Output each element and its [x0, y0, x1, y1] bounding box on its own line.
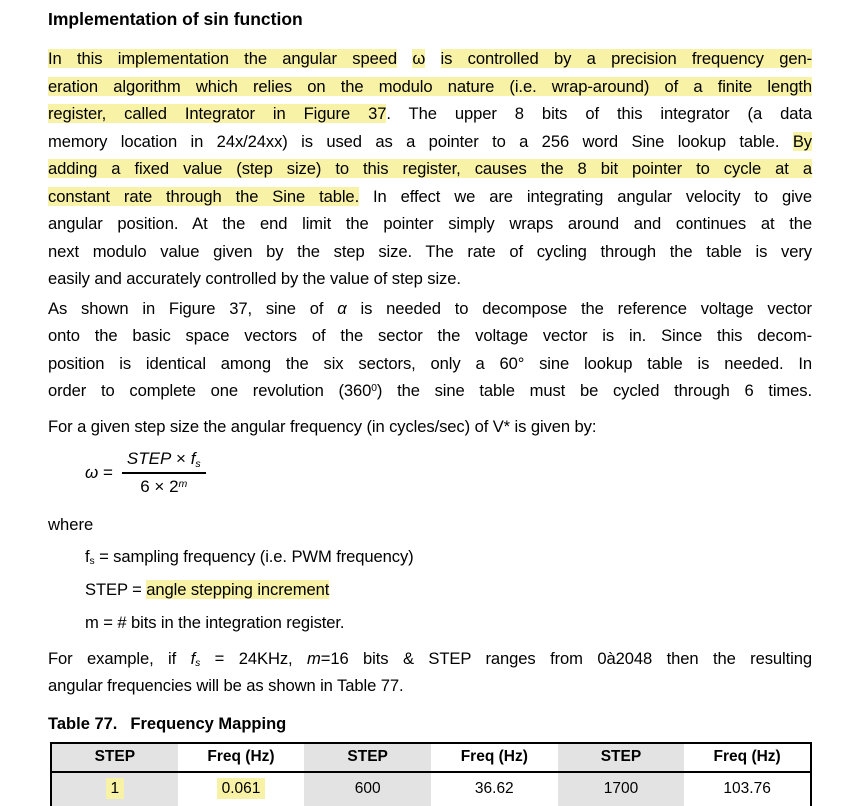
- text-segment: As shown in Figure 37, sine of: [48, 298, 338, 318]
- text-line: [48, 100, 812, 128]
- frequency-mapping-table: [50, 742, 812, 806]
- text-line: [48, 45, 812, 73]
- text-line: [48, 413, 812, 441]
- formula-angular-frequency: [85, 444, 812, 502]
- highlighted-text: constant rate through the Sine table.: [48, 186, 360, 206]
- text-line: [85, 579, 812, 600]
- table-caption-label: Table 77.: [48, 714, 118, 733]
- text-segment: f: [85, 546, 90, 566]
- table-cell: 36.62: [474, 780, 514, 797]
- highlighted-text: eration algorithm which relies on the modulo nature (i.e. wrap-around) of a finite length: [48, 76, 812, 96]
- text-segment: [425, 49, 440, 68]
- text-segment: =16 bits & STEP ranges from 0à2048 then the resulting: [320, 648, 813, 668]
- text-segment: In effect we are integrating angular velocity to give: [359, 186, 812, 206]
- table-header-cell: STEP: [558, 743, 685, 772]
- text-segment: ×: [171, 449, 191, 468]
- text-segment: easily and accurately controlled by the value of step size.: [48, 269, 461, 288]
- where-label: where: [48, 515, 94, 534]
- text-segment: STEP =: [85, 579, 147, 599]
- text-segment: angular frequencies will be as shown in Table 77.: [48, 676, 404, 695]
- text-segment: ) the sine table must be cycled through 6 times.: [376, 381, 812, 400]
- text-segment: m: [178, 477, 188, 490]
- text-line: [48, 377, 812, 405]
- text-line: [48, 155, 812, 183]
- text-segment: For a given step size the angular frequency (in cycles/sec) of V* is given by:: [48, 416, 597, 436]
- paragraph-implementation: [48, 45, 812, 293]
- text-line: [85, 546, 812, 567]
- table-header-cell: Freq (Hz): [431, 743, 558, 772]
- text-segment: m = # bits in the integration register.: [85, 612, 345, 632]
- highlighted-text: In this implementation the angular speed: [48, 49, 397, 68]
- table-cell: 600: [304, 772, 431, 806]
- highlighted-text: By: [792, 131, 812, 151]
- highlighted-text: 1: [106, 778, 125, 799]
- text-line: [85, 612, 812, 633]
- highlighted-text: angle stepping increment: [146, 579, 330, 599]
- paragraph-figure37: [48, 295, 812, 405]
- text-segment: =: [98, 463, 113, 482]
- text-segment: is needed to decompose the reference voltage vector: [346, 298, 812, 318]
- table-header-row: [51, 743, 811, 772]
- section-heading: Implementation of sin function: [48, 9, 303, 29]
- text-line: [48, 322, 812, 350]
- table-header-cell: STEP: [51, 743, 178, 772]
- text-segment: next modulo value given by the step size. The rate of cycling through the table is very: [48, 241, 812, 261]
- text-line: [48, 350, 812, 378]
- highlighted-text: ω: [412, 49, 426, 68]
- text-line: [48, 183, 812, 211]
- table-header-cell: Freq (Hz): [178, 743, 305, 772]
- highlighted-text: is controlled by a precision frequency gen-: [440, 49, 813, 68]
- text-segment: s: [89, 556, 95, 568]
- text-segment: order to complete one revolution (360: [48, 381, 372, 400]
- text-segment: For example, if: [48, 648, 191, 668]
- highlighted-text: 0.061: [217, 778, 266, 799]
- text-segment: m: [307, 648, 321, 668]
- text-line: [48, 128, 812, 156]
- definitions-list: [85, 546, 812, 633]
- text-segment: f: [190, 449, 196, 468]
- text-segment: s: [195, 457, 201, 470]
- table-header-cell: STEP: [304, 743, 431, 772]
- table-cell: 1700: [558, 772, 685, 806]
- highlighted-text: adding a fixed value (step size) to this register, causes the 8 bit pointer to cycle at a: [48, 159, 812, 178]
- text-segment: position is identical among the six sectors, only a 60° sine lookup table is needed. In: [48, 353, 812, 373]
- text-segment: 0: [371, 382, 377, 394]
- text-segment: angular position. At the end limit the pointer simply wraps around and continues at the: [48, 214, 812, 233]
- text-segment: ω: [85, 463, 99, 482]
- text-line: [48, 73, 812, 101]
- text-segment: s: [195, 658, 201, 670]
- text-segment: memory location in 24x/24xx) is used as a pointer to a 256 word Sine lookup table.: [48, 131, 793, 151]
- fraction: [122, 449, 206, 497]
- table-cell: [178, 772, 305, 806]
- text-segment: . The upper 8 bits of this integrator (a data: [386, 104, 812, 123]
- table-caption: [48, 713, 812, 735]
- text-segment: 6 × 2: [140, 477, 179, 496]
- fraction-numerator: [122, 449, 206, 474]
- text-line: [48, 672, 812, 700]
- table-cell: [51, 772, 178, 806]
- highlighted-text: register, called Integrator in Figure 37: [48, 104, 387, 123]
- text-segment: = sampling frequency (i.e. PWM frequency): [94, 546, 414, 566]
- text-segment: = 24KHz,: [200, 648, 307, 668]
- table-header-cell: Freq (Hz): [684, 743, 811, 772]
- table-caption-title: Frequency Mapping: [130, 714, 287, 733]
- text-segment: [397, 49, 412, 68]
- table-row: [51, 772, 811, 806]
- text-segment: onto the basic space vectors of the sector the voltage vector is in. Since this decom-: [48, 326, 812, 345]
- formula-lhs: [85, 463, 113, 483]
- text-segment: f: [190, 648, 196, 668]
- table-cell: 103.76: [723, 780, 771, 797]
- paragraph-example: [48, 645, 812, 700]
- text-line: [48, 210, 812, 238]
- text-segment: STEP: [126, 449, 172, 468]
- text-line: [48, 265, 812, 293]
- text-segment: α: [337, 298, 347, 318]
- text-line: [48, 645, 812, 673]
- text-line: [48, 295, 812, 323]
- paragraph-step-size-intro: [48, 413, 812, 441]
- fraction-denominator: [122, 474, 206, 497]
- text-line: [48, 238, 812, 266]
